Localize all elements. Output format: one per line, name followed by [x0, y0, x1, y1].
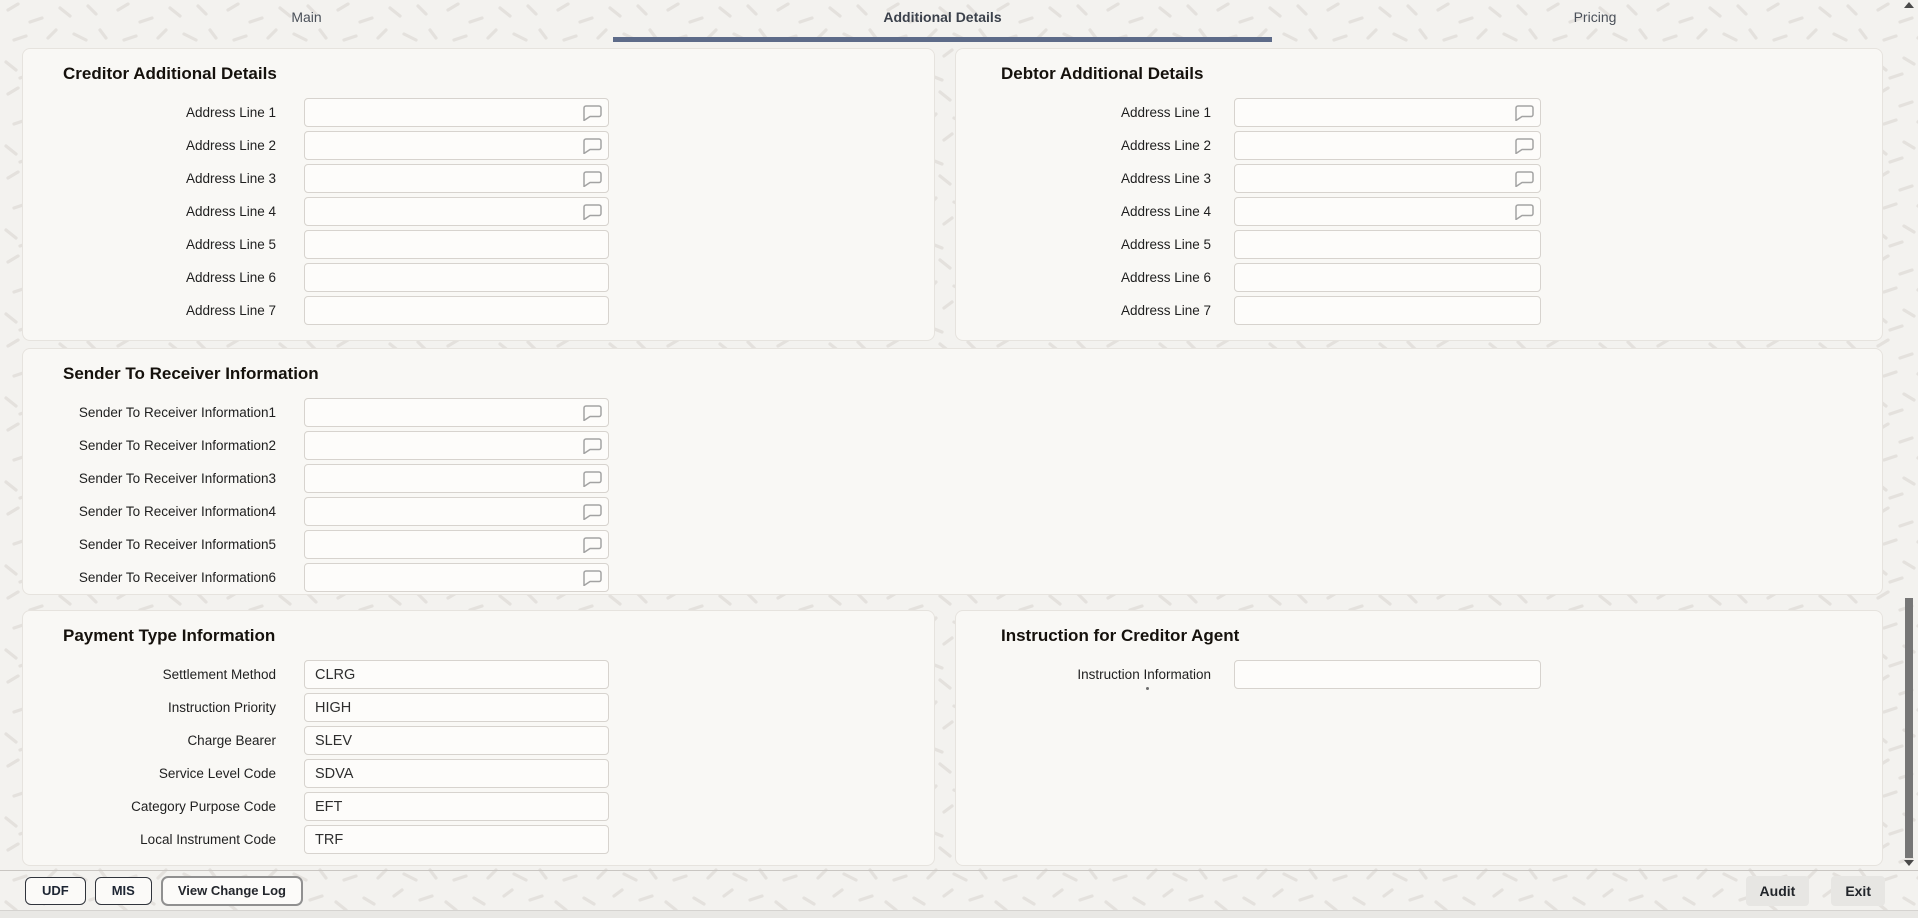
- debtor-address-line-4-input[interactable]: [1234, 197, 1541, 226]
- field-label: Sender To Receiver Information6: [78, 570, 276, 585]
- comment-icon[interactable]: [1515, 105, 1534, 121]
- scrollbar-down-arrow-icon[interactable]: [1904, 860, 1914, 866]
- form-row: [23, 693, 934, 722]
- tab-main[interactable]: [0, 0, 613, 48]
- comment-icon[interactable]: [583, 204, 602, 220]
- field-label: Service Level Code: [158, 766, 276, 781]
- creditor-address-line-1-input[interactable]: [304, 98, 609, 127]
- comment-icon[interactable]: [583, 438, 602, 454]
- field-label: Charge Bearer: [187, 733, 276, 748]
- form-row: [956, 296, 1882, 325]
- form-row: [23, 230, 934, 259]
- udf-button[interactable]: UDF: [25, 877, 86, 905]
- tab-pricing-label: Pricing: [1573, 9, 1617, 25]
- footer-left-buttons: [25, 876, 303, 906]
- form-row: [956, 197, 1882, 226]
- view-change-log-button[interactable]: View Change Log: [161, 876, 303, 906]
- comment-icon[interactable]: [583, 537, 602, 553]
- form-row: [23, 398, 1882, 427]
- form-row: [23, 825, 934, 854]
- form-row: [23, 164, 934, 193]
- comment-icon[interactable]: [583, 138, 602, 154]
- debtor-additional-details-panel: [955, 48, 1883, 341]
- form-row: [23, 497, 1882, 526]
- instruction-information-input[interactable]: [1234, 660, 1541, 689]
- local-instrument-code-input[interactable]: [304, 825, 609, 854]
- tab-pricing[interactable]: [1272, 0, 1918, 48]
- creditor-address-line-6-input[interactable]: [304, 263, 609, 292]
- debtor-address-line-7-input[interactable]: [1234, 296, 1541, 325]
- form-row: [956, 164, 1882, 193]
- sender-to-receiver-info-1-input[interactable]: [304, 398, 609, 427]
- stray-dot-artifact: [1146, 687, 1149, 690]
- form-row: [956, 131, 1882, 160]
- form-row: [23, 131, 934, 160]
- debtor-address-line-2-input[interactable]: [1234, 131, 1541, 160]
- field-label: Address Line 2: [1120, 138, 1211, 153]
- field-label: Sender To Receiver Information1: [78, 405, 276, 420]
- sender-to-receiver-info-4-input[interactable]: [304, 497, 609, 526]
- field-label: Sender To Receiver Information4: [78, 504, 276, 519]
- exit-button[interactable]: Exit: [1831, 876, 1885, 906]
- tab-main-label: Main: [291, 9, 322, 25]
- field-label: Address Line 7: [1120, 303, 1211, 318]
- form-row: [23, 660, 934, 689]
- form-row: [23, 431, 1882, 460]
- bottom-edge-strip: [0, 910, 1918, 918]
- comment-icon[interactable]: [583, 171, 602, 187]
- field-label: Address Line 6: [1120, 270, 1211, 285]
- creditor-address-line-7-input[interactable]: [304, 296, 609, 325]
- mis-button[interactable]: MIS: [95, 877, 152, 905]
- form-row: [23, 98, 934, 127]
- footer-action-bar: [0, 870, 1918, 910]
- field-label: Sender To Receiver Information3: [78, 471, 276, 486]
- audit-button[interactable]: Audit: [1746, 876, 1810, 906]
- form-row: [956, 263, 1882, 292]
- settlement-method-input[interactable]: [304, 660, 609, 689]
- section-title-debtor: Debtor Additional Details: [1001, 64, 1204, 83]
- sender-to-receiver-info-5-input[interactable]: [304, 530, 609, 559]
- sender-to-receiver-panel: [22, 348, 1883, 595]
- creditor-additional-details-panel: [22, 48, 935, 341]
- creditor-address-line-2-input[interactable]: [304, 131, 609, 160]
- section-title-instruction: Instruction for Creditor Agent: [1001, 626, 1240, 645]
- debtor-address-line-6-input[interactable]: [1234, 263, 1541, 292]
- form-row: [23, 726, 934, 755]
- section-title-creditor: Creditor Additional Details: [63, 64, 277, 83]
- form-row: [23, 296, 934, 325]
- form-row: [23, 530, 1882, 559]
- field-label: Category Purpose Code: [131, 799, 276, 814]
- field-label: Local Instrument Code: [140, 832, 276, 847]
- debtor-address-line-5-input[interactable]: [1234, 230, 1541, 259]
- form-row: [23, 563, 1882, 592]
- field-label: Address Line 3: [1120, 171, 1211, 186]
- sender-to-receiver-info-2-input[interactable]: [304, 431, 609, 460]
- form-row: [956, 660, 1882, 689]
- form-row: [956, 230, 1882, 259]
- field-label: Settlement Method: [162, 667, 276, 682]
- section-title-payment: Payment Type Information: [63, 626, 276, 645]
- payment-type-information-panel: [22, 610, 935, 866]
- debtor-address-line-3-input[interactable]: [1234, 164, 1541, 193]
- comment-icon[interactable]: [583, 405, 602, 421]
- field-label: Address Line 1: [185, 105, 276, 120]
- field-label: Address Line 2: [185, 138, 276, 153]
- comment-icon[interactable]: [1515, 138, 1534, 154]
- form-row: [23, 197, 934, 226]
- sender-to-receiver-info-3-input[interactable]: [304, 464, 609, 493]
- comment-icon[interactable]: [583, 471, 602, 487]
- tab-additional-details-label: Additional Details: [883, 9, 1002, 25]
- field-label: Sender To Receiver Information2: [78, 438, 276, 453]
- comment-icon[interactable]: [583, 570, 602, 586]
- section-title-sender: Sender To Receiver Information: [63, 364, 319, 383]
- creditor-address-line-4-input[interactable]: [304, 197, 609, 226]
- form-row: [23, 759, 934, 788]
- field-label: Address Line 1: [1120, 105, 1211, 120]
- form-row: [956, 98, 1882, 127]
- creditor-address-line-3-input[interactable]: [304, 164, 609, 193]
- comment-icon[interactable]: [1515, 171, 1534, 187]
- tab-bar: [0, 0, 1918, 48]
- instruction-priority-input[interactable]: [304, 693, 609, 722]
- charge-bearer-input[interactable]: [304, 726, 609, 755]
- comment-icon[interactable]: [583, 504, 602, 520]
- field-label: Address Line 4: [1120, 204, 1211, 219]
- field-label: Address Line 7: [185, 303, 276, 318]
- field-label: Address Line 3: [185, 171, 276, 186]
- tab-additional-details[interactable]: [613, 0, 1272, 48]
- debtor-address-line-1-input[interactable]: [1234, 98, 1541, 127]
- form-row: [23, 263, 934, 292]
- field-label: Address Line 5: [185, 237, 276, 252]
- service-level-code-input[interactable]: [304, 759, 609, 788]
- comment-icon[interactable]: [1515, 204, 1534, 220]
- instruction-for-creditor-agent-panel: [955, 610, 1883, 866]
- scrollbar-up-arrow-icon[interactable]: [1904, 2, 1914, 8]
- vertical-scrollbar[interactable]: [1903, 0, 1915, 870]
- form-row: [23, 792, 934, 821]
- footer-right-buttons: [1746, 876, 1885, 906]
- field-label: Address Line 5: [1120, 237, 1211, 252]
- creditor-address-line-5-input[interactable]: [304, 230, 609, 259]
- field-label: Sender To Receiver Information5: [78, 537, 276, 552]
- field-label: Instruction Priority: [167, 700, 276, 715]
- form-row: [23, 464, 1882, 493]
- scrollbar-thumb[interactable]: [1905, 598, 1913, 858]
- field-label: Address Line 6: [185, 270, 276, 285]
- category-purpose-code-input[interactable]: [304, 792, 609, 821]
- field-label: Instruction Information: [1077, 667, 1211, 682]
- sender-to-receiver-info-6-input[interactable]: [304, 563, 609, 592]
- comment-icon[interactable]: [583, 105, 602, 121]
- field-label: Address Line 4: [185, 204, 276, 219]
